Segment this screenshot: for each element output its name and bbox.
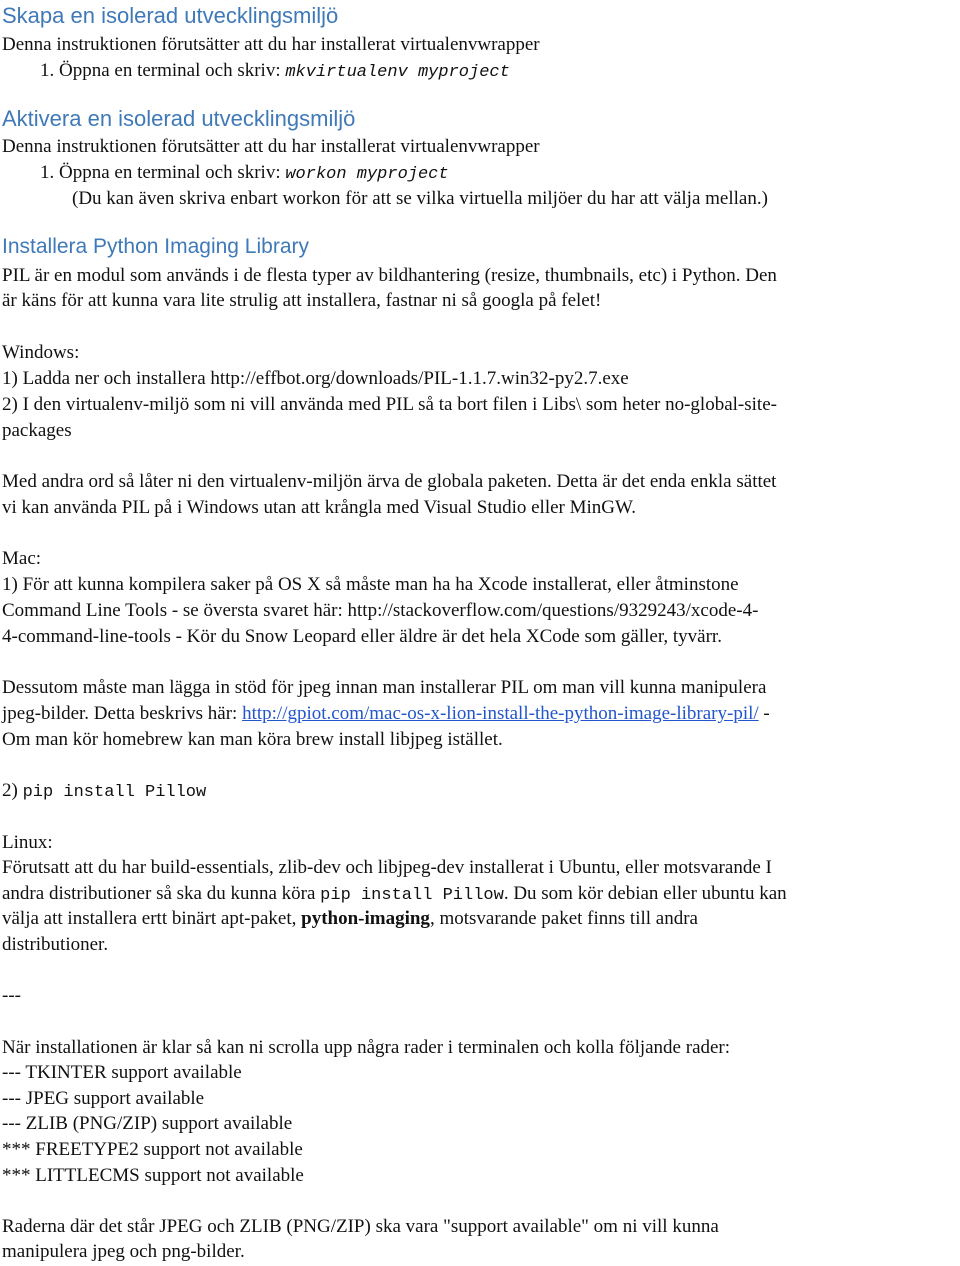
paragraph-line (2, 907, 698, 931)
paragraph-line: manipulera jpeg och png-bilder. (2, 1241, 245, 1262)
paragraph-line: är käns för att kunna vara lite strulig att installera, fastnar ni så googla på felet! (2, 290, 602, 311)
paragraph-line: PIL är en modul som används i de flesta typer av bildhantering (resize, thumbnails, etc) i Python. Den (2, 265, 777, 286)
text: andra distributioner så ska du kunna köra (2, 883, 321, 904)
windows-label: Windows: (2, 342, 80, 363)
intro-text: Denna instruktionen förutsätter att du har installerat virtualenvwrapper (2, 34, 540, 55)
paragraph-line: Om man kör homebrew kan man köra brew install libjpeg istället. (2, 729, 503, 750)
windows-step-2: 2) I den virtualenv-miljö som ni vill använda med PIL så ta bort filen i Libs\ som heter no-global-site- (2, 394, 777, 415)
check-line: *** FREETYPE2 support not available (2, 1139, 303, 1160)
windows-step-2-cont: packages (2, 420, 72, 441)
paragraph-line: vi kan använda PIL på i Windows utan att krångla med Visual Studio eller MinGW. (2, 497, 636, 518)
check-line: --- TKINTER support available (2, 1062, 242, 1083)
code-mkvirtualenv: mkvirtualenv myproject (285, 63, 510, 82)
check-line: *** LITTLECMS support not available (2, 1165, 304, 1186)
check-line: --- ZLIB (PNG/ZIP) support available (2, 1113, 293, 1134)
paragraph-line (2, 702, 770, 726)
package-name: python-imaging (301, 908, 430, 929)
mac-label: Mac: (2, 548, 42, 569)
check-line: --- JPEG support available (2, 1088, 205, 1109)
mac-step-1: 1) För att kunna kompilera saker på OS X så måste man ha ha Xcode installerat, eller åtminstone (2, 574, 739, 595)
text: jpeg-bilder. Detta beskrivs här: (2, 703, 243, 724)
intro-text: Denna instruktionen förutsätter att du har installerat virtualenvwrapper (2, 136, 540, 157)
mac-step-2 (2, 779, 206, 805)
mac-step-1-cont: 4-command-line-tools - Kör du Snow Leopard eller äldre är det hela XCode som gäller, tyvärr. (2, 626, 722, 647)
paragraph-line: Dessutom måste man lägga in stöd för jpeg innan man installerar PIL om man vill kunna manipulera (2, 677, 767, 698)
heading-create-env: Skapa en isolerad utvecklingsmiljö (2, 3, 339, 28)
paragraph-line (2, 882, 787, 908)
code-workon: workon myproject (285, 165, 449, 184)
step-text (40, 59, 510, 85)
mac-step-1-cont: Command Line Tools - se översta svaret här: http://stackoverflow.com/questions/9329243/xcode-4- (2, 600, 759, 621)
workon-note: (Du kan även skriva enbart workon för att se vilka virtuella miljöer du har att välja mellan.) (72, 188, 768, 209)
code-pip-install: pip install Pillow (320, 886, 504, 905)
separator: --- (2, 985, 21, 1006)
paragraph-line: Raderna där det står JPEG och ZLIB (PNG/ZIP) ska vara "support available" om ni vill kunna (2, 1216, 719, 1237)
paragraph-line: Förutsatt att du har build-essentials, zlib-dev och libjpeg-dev installerat i Ubuntu, eller motsvarande I (2, 857, 772, 878)
heading-install-pil: Installera Python Imaging Library (2, 235, 309, 258)
paragraph-line: När installationen är klar så kan ni scrolla upp några rader i terminalen och kolla följande rader: (2, 1037, 731, 1058)
text: - (758, 703, 770, 724)
text: , motsvarande paket finns till andra (429, 908, 698, 929)
text: välja att installera ertt binärt apt-paket, (2, 908, 302, 929)
step-prefix: 2) (2, 780, 23, 801)
windows-step-1: 1) Ladda ner och installera http://effbot.org/downloads/PIL-1.1.7.win32-py2.7.exe (2, 368, 629, 389)
text: . Du som kör debian eller ubuntu kan (503, 883, 787, 904)
step-prefix: 1. Öppna en terminal och skriv: (40, 60, 286, 81)
paragraph-line: distributioner. (2, 934, 109, 955)
code-pip-install: pip install Pillow (22, 783, 207, 802)
heading-activate-env: Aktivera en isolerad utvecklingsmiljö (2, 106, 356, 131)
linux-label: Linux: (2, 832, 53, 853)
paragraph-line: Med andra ord så låter ni den virtualenv-miljön ärva de globala paketen. Detta är det enda enkla sättet (2, 471, 777, 492)
gpiot-link[interactable]: http://gpiot.com/mac-os-x-lion-install-the-python-image-library-pil/ (242, 703, 759, 724)
step-text (40, 161, 449, 187)
step-prefix: 1. Öppna en terminal och skriv: (40, 162, 286, 183)
